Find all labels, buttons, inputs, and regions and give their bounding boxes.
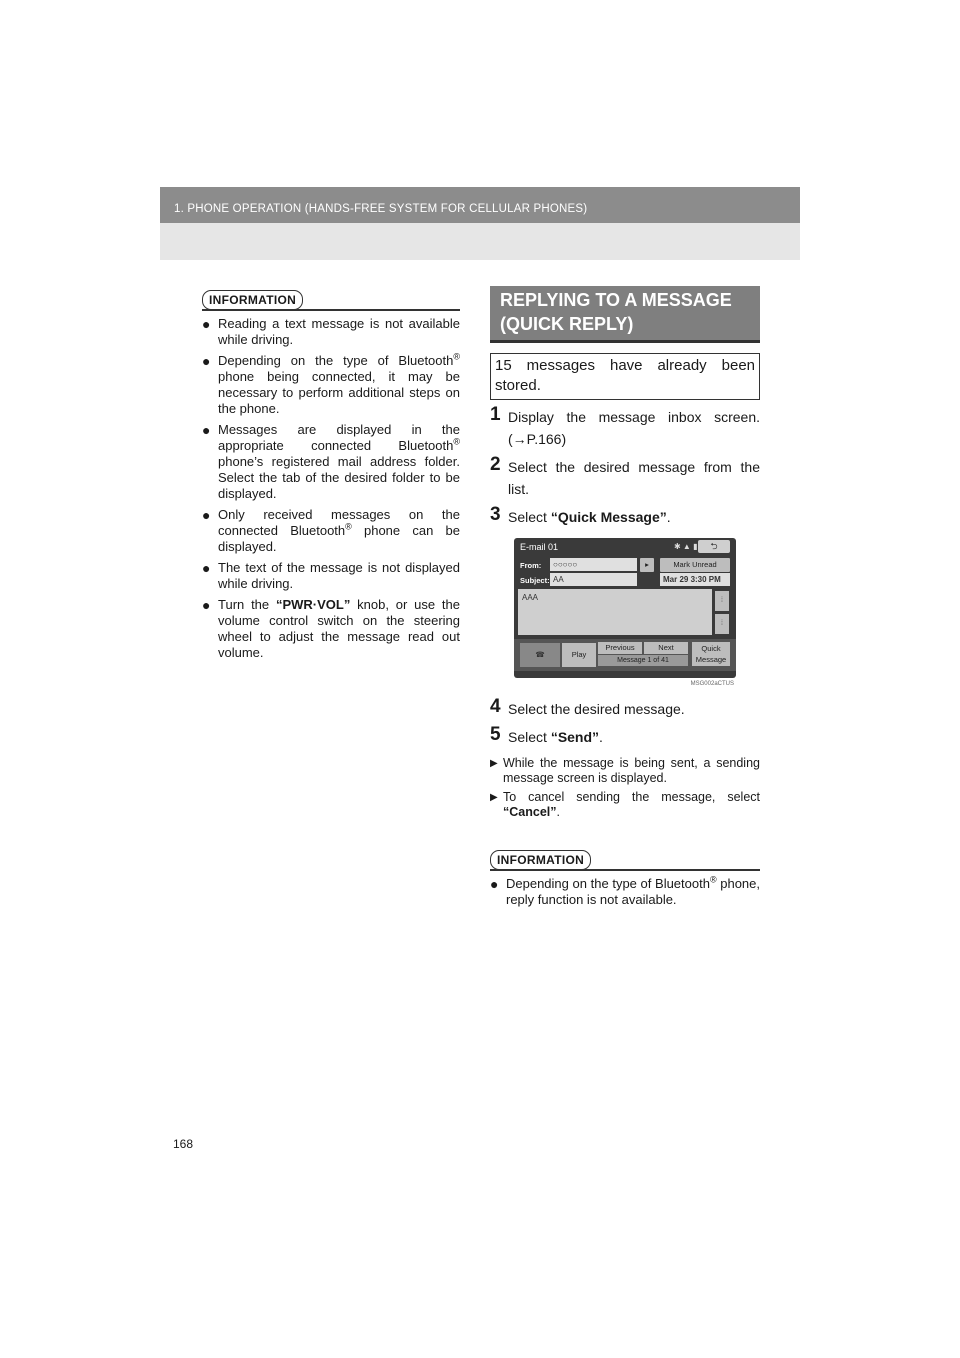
sender-icon[interactable]: ▸ xyxy=(640,558,654,572)
message-counter: Message 1 of 41 xyxy=(598,655,688,666)
status-icons: ✱ ▲ ▮ xyxy=(674,542,698,551)
info-item: ● Only received messages on the connected Bluetooth® phone can be displayed. xyxy=(202,506,460,554)
bullet-icon: ● xyxy=(202,506,211,523)
bullet-icon: ● xyxy=(490,875,499,892)
information-tab: INFORMATION xyxy=(202,290,303,310)
step-1: 1 Display the message inbox screen. (→P.166) xyxy=(490,404,760,447)
info-item: ● The text of the message is not displayed while driving. xyxy=(202,559,460,591)
bullet-icon: ● xyxy=(202,421,211,438)
quick-reply-section xyxy=(490,286,760,908)
info-item: ● Turn the “PWR·VOL” knob, or use the volume control switch on the steering wheel to adjust the message read out volume. xyxy=(202,596,460,660)
figure-code: MSG002aCTUS xyxy=(690,681,734,687)
info-item: ● Reading a text message is not available while driving. xyxy=(202,315,460,347)
triangle-bullet-icon: ▶ xyxy=(490,792,498,803)
bullet-icon: ● xyxy=(202,559,211,576)
info-item: ● Messages are displayed in the appropriate connected Bluetooth® phone’s registered mail address folder. Select the tab of the desired folder to be displayed. xyxy=(202,421,460,501)
mark-unread-button[interactable]: Mark Unread xyxy=(660,558,730,572)
bullet-icon: ● xyxy=(202,315,211,332)
precondition-note: 15 messages have already been stored. xyxy=(490,353,760,400)
subject-label: Subject: xyxy=(520,576,550,585)
play-button[interactable]: Play xyxy=(562,643,596,667)
next-button[interactable]: Next xyxy=(644,642,688,654)
section-title: REPLYING TO A MESSAGE (QUICK REPLY) xyxy=(490,286,760,343)
right-information-box xyxy=(490,850,760,908)
screen-title: E-mail 01 xyxy=(520,542,559,552)
info-item: ● Depending on the type of Bluetooth® phone, reply function is not available. xyxy=(490,874,761,907)
sub-note: ▶ To cancel sending the message, select “Cancel”. xyxy=(490,790,760,819)
previous-button[interactable]: Previous xyxy=(598,642,642,654)
from-field: ○○○○○ xyxy=(550,558,637,571)
scroll-up-button[interactable]: ⁞ xyxy=(715,591,729,611)
info-item: ● Depending on the type of Bluetooth® phone being connected, it may be necessary to perform additional steps on the phone. xyxy=(202,351,460,416)
step-3: 3 Select “Quick Message”. xyxy=(490,504,671,525)
subject-field: AA xyxy=(550,573,637,586)
step-2: 2 Select the desired message from the list. xyxy=(490,454,760,497)
step-4: 4 Select the desired message. xyxy=(490,696,685,717)
step-5: 5 Select “Send”. xyxy=(490,724,603,745)
scroll-down-button[interactable]: ⁞ xyxy=(715,614,729,634)
page-number: 168 xyxy=(173,1137,194,1151)
from-label: From: xyxy=(520,561,542,570)
sub-note: ▶ While the message is being sent, a sending message screen is displayed. xyxy=(490,756,760,785)
quick-message-button[interactable]: Quick Message xyxy=(692,642,730,666)
date-field: Mar 29 3:30 PM xyxy=(660,573,730,586)
reply-call-icon[interactable]: ☎ xyxy=(520,643,560,667)
left-information-box xyxy=(202,290,460,661)
bullet-icon: ● xyxy=(202,596,211,613)
email-screen-illustration xyxy=(514,538,736,687)
back-button[interactable]: ⮌ xyxy=(698,540,730,553)
running-header: 1. PHONE OPERATION (HANDS-FREE SYSTEM FOR CELLULAR PHONES) xyxy=(174,203,588,215)
information-tab: INFORMATION xyxy=(490,850,591,870)
bullet-icon: ● xyxy=(202,352,211,369)
triangle-bullet-icon: ▶ xyxy=(490,758,498,769)
message-body: AAA xyxy=(518,589,712,635)
